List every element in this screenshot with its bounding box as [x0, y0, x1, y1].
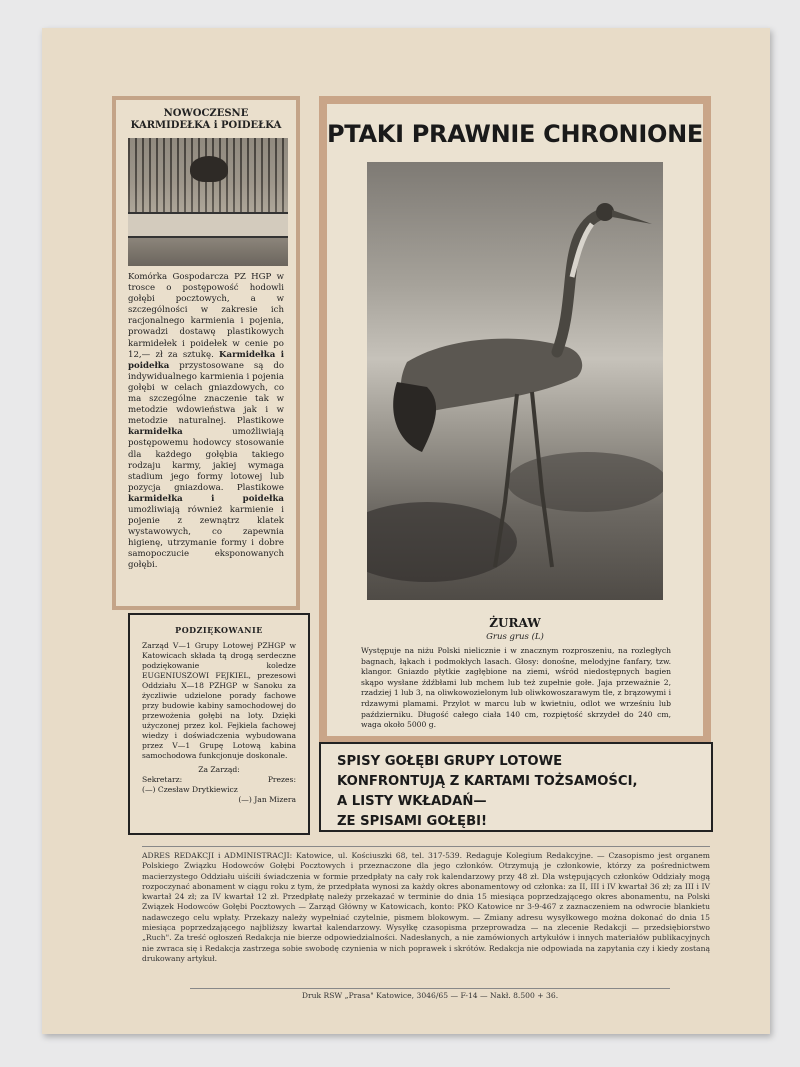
bird-description: Występuje na niżu Polski nielicznie i w znacznym rozproszeniu, na rozległych bagnach, łąkach i podmokłych lasach. Głosy: donośne, melodyjne fanfary, tzw. klangor. Gniazdo płytkie zagłębione na ziemi, wśród niedostępnych bagien skąpo wysłane źdźbłami lub mchem lub też zupełnie gołe. Jaja przeważnie 2, rzadziej 1 lub 3, na oliwkowozielonym lub oliwkowoszarawym tle, z brązowymi i rdzawymi plamami. Przylot w marcu lub w kwietniu, odlot we wrześniu lub październiku. Długość całego ciała 140 cm, rozpiętość skrzydeł do 240 cm, waga około 5000 g.	[361, 646, 671, 730]
thanks-text: Zarząd V—1 Grupy Lotowej PZHGP w Katowicach składa tą drogą serdeczne podziękowanie koledze EUGENIUSZOWI FEJKIEL, prezesowi Oddziału X—18 PZHGP w Sanoku za życzliwie udzielone porady fachowe przy budowie kabiny samochodowej do przewożenia gołębi na loty. Dzięki użyczonej przez kol. Fejkiela fachowej wiedzy i doświadczenia wybudowana przez V—1 Grupę Lotową kabina samochodowa funkcjonuje doskonale.	[142, 641, 296, 760]
print-info: Druk RSW „Prasa" Katowice, 3046/65 — F-14 — Nakł. 8.500 + 36.	[190, 988, 670, 1000]
president-label: Prezes:	[267, 775, 296, 784]
magazine-back-page	[42, 28, 770, 1034]
feeders-ad-text	[128, 272, 284, 572]
slogan-line4: ZE SPISAMI GOŁĘBI!	[337, 814, 488, 829]
common-crane-painting	[367, 162, 663, 600]
slogan-box	[319, 742, 713, 832]
bird-name: ŻURAW	[489, 616, 541, 630]
thanks-signature	[142, 765, 296, 805]
feeders-ad-bold3: karmidełka i poidełka	[128, 493, 284, 504]
feeders-ad-bold2: karmidełka	[128, 427, 183, 438]
thanks-title: PODZIĘKOWANIE	[175, 625, 263, 635]
feeders-ad-title	[128, 108, 284, 132]
protected-birds-panel	[319, 96, 711, 744]
feeders-ad-box	[112, 96, 300, 610]
secretary-label: Sekretarz:	[142, 775, 183, 784]
editorial-address-footer: ADRES REDAKCJI i ADMINISTRACJI: Katowice, ul. Kościuszki 68, tel. 317-539. Redaguje Kolegium Redakcyjne. — Czasopismo jest organem Polskiego Związku Hodowców Gołębi Pocztowych i przeznaczone dla jego członków. Otrzymują je członkowie, którzy za pośrednictwem macierzystego Oddziału uiściłi świadczenia w formie przedpłaty na cały rok kalendarzowy przy 48 zł. Dla wstępujących członków Oddziały mogą rozpoczynać abonament w ciągu roku z tym, że przedpłata wynosi za każdy okres abonamentowy od członka: za II, III i IV kwartał 36 zł; za III i IV kwartał 24 zł; za IV kwartał 12 zł. Przedpłatę należy przekazać w terminie do dnia 15 miesiąca poprzedzającego okres abonamentu, na Polski Związek Hodowców Gołębi Pocztowych — Zarząd Główny w Katowicach, konto: PKO Katowice nr 3-9-467 z zaznaczeniem na odwrocie blankietu nadawczego celu wpłaty. Przekazy należy wypełniać czytelnie, pismem blokowym. — Zmiany adresu wysyłkowego można dokonać do dnia 15 miesiąca poprzedzającego najbliższy kwartał kalendarzowy. Wysyłkę czasopisma przeprowadza — na zlecenie Redakcji — przedsiębiorstwo „Ruch". Za treść ogłoszeń Redakcja nie bierze odpowiedzialności. Nadesłanych, a nie zamówionych artykułów i innych materiałów publikacyjnych nie zwraca się i Redakcja zastrzega sobie swobodę czynienia w nich poprawek i skrótów. Redakcja nie odpowiada na zapytania czy i kiedy zostaną drukowany artykuł.	[142, 846, 710, 964]
thanks-box	[128, 613, 310, 835]
feeders-ad-p2b: umożliwiają postępowemu hodowcy stosowanie dla każdego gołębia takiego rodzaju karmy, jakiej wymaga stadium jego formy lotowej lub pozycja gniazdowa. Plastikowe	[128, 427, 284, 493]
protected-birds-heading: PTAKI PRAWNIE CHRONIONE	[327, 120, 703, 148]
secretary-name: (—) Czesław Drytkiewicz	[142, 785, 238, 794]
slogan-line2: KONFRONTUJĄ Z KARTAMI TOŻSAMOŚCI,	[337, 774, 638, 789]
feeders-ad-title-line1: NOWOCZESNE	[163, 108, 249, 119]
president-name: (—) Jan Mizera	[238, 795, 296, 804]
feeders-ad-title-line2: KARMIDEŁKA i POIDEŁKA	[130, 120, 282, 131]
bird-latin-name: Grus grus (L)	[486, 632, 544, 642]
feeders-ad-p1: Komórka Gospodarcza PZ HGP w trosce o postępowość hodowli gołębi pocztowych, a w szczególności w zakresie ich racjonalnego karmienia i pojenia, prowadzi dostawę plastikowych karmidełek i poidełek w cenie po 12,— zł za sztukę.	[128, 272, 284, 360]
feeders-ad-p2: przystosowane są do indywidualnego karmienia i pojenia gołębi w celach gniazdowych, co ma szczególne znaczenie tak w metodzie wdowieństwa jak i w metodzie naturalnej. Plastikowe	[128, 360, 284, 427]
slogan-line3: A LISTY WKŁADAŃ—	[337, 794, 487, 809]
feeders-ad-p2c: umożliwiają również karmienie i pojenie z zewnątrz klatek wystawowych, co zapewnia higienę, utrzymanie formy i dobre samopoczucie eksponowanych gołębi.	[128, 504, 284, 571]
thanks-board-label: Za Zarząd:	[198, 765, 240, 774]
slogan-line1: SPISY GOŁĘBI GRUPY LOTOWE	[337, 754, 563, 769]
pigeon-feeders-photo	[128, 138, 288, 266]
feeders-ad-bold1: Karmidełka i poidełka	[128, 349, 284, 371]
